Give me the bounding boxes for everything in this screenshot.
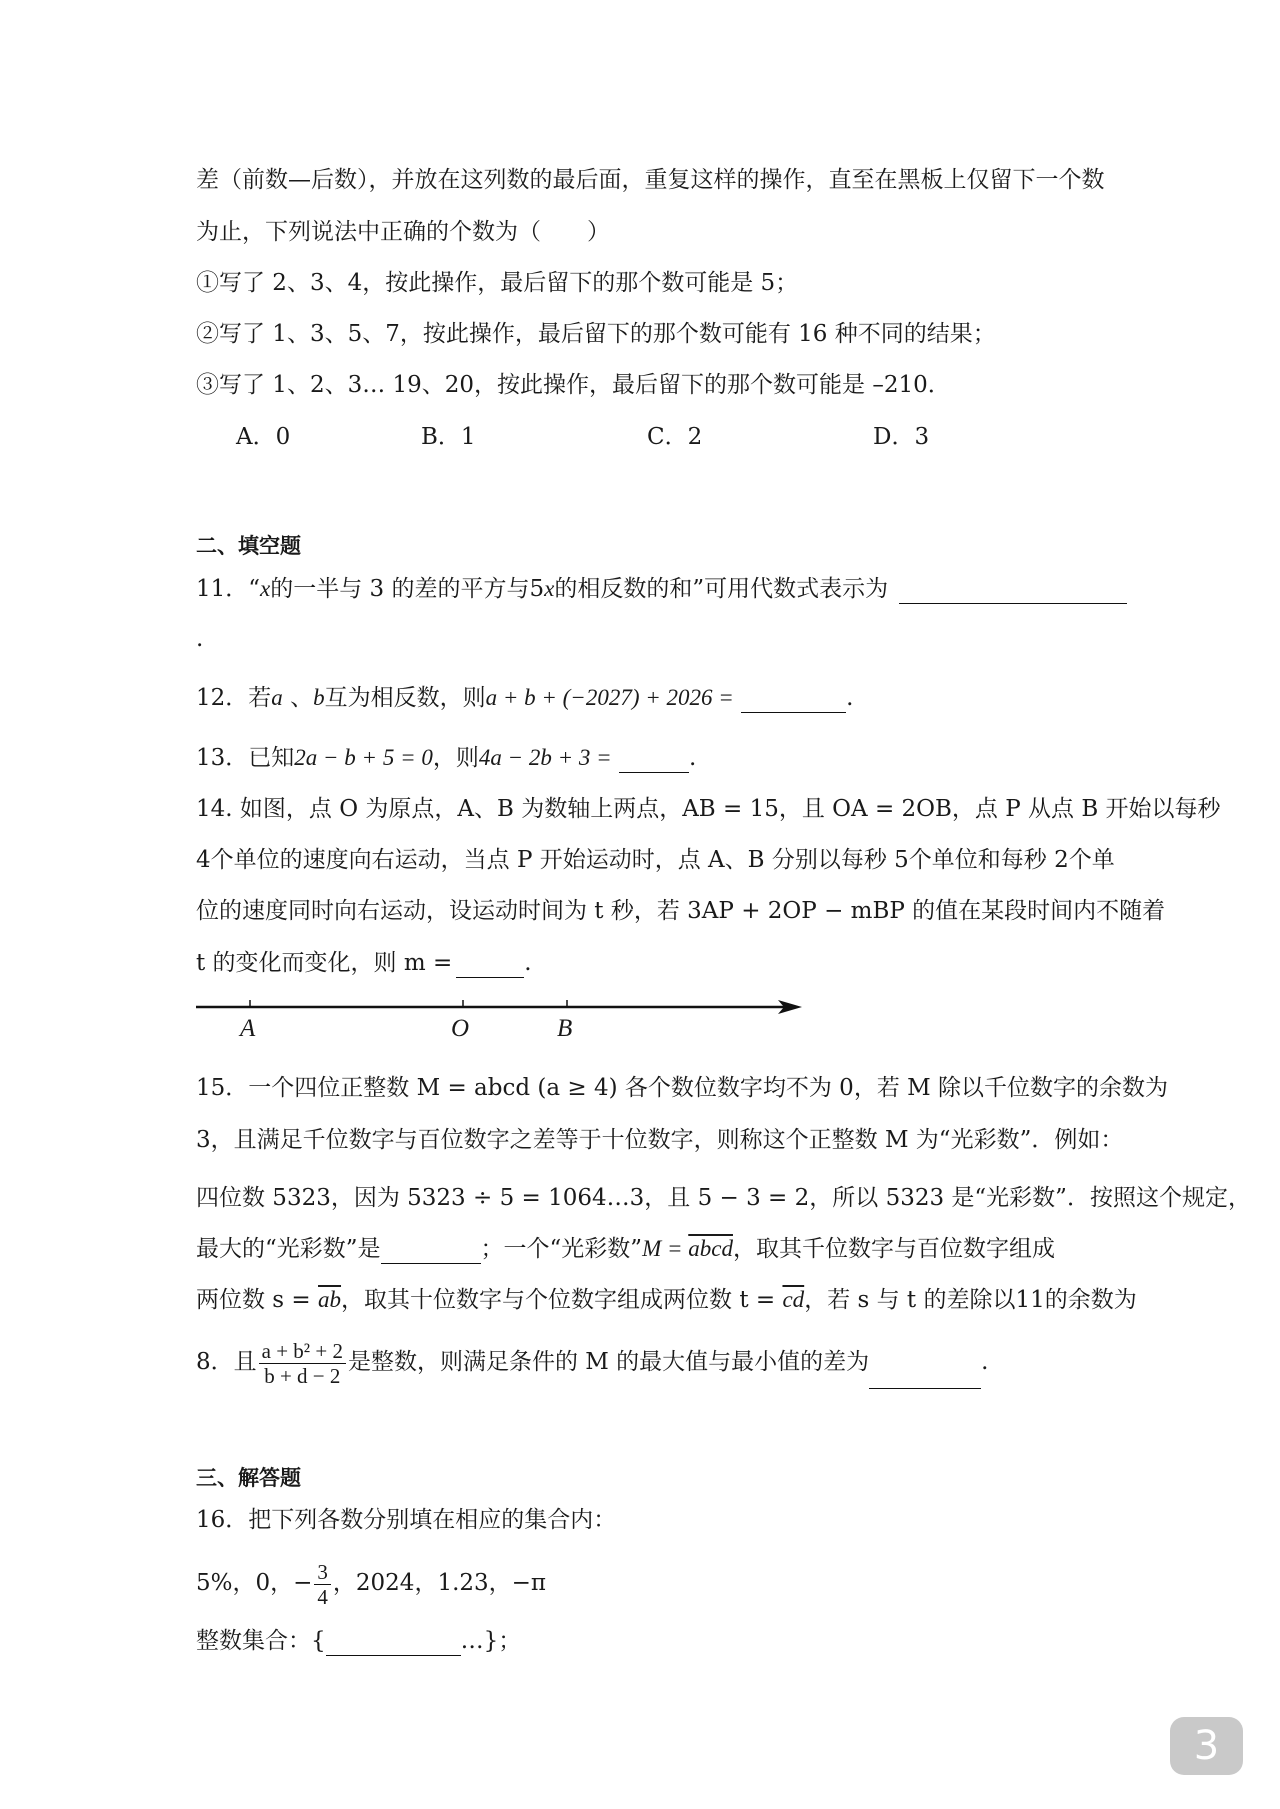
text-line: 4个单位的速度向右运动，当点 P 开始运动时，点 A、B 分别以每秒 5个单位和每秒 2个单 [196,847,1115,873]
text-line: 为止，下列说法中正确的个数为（ ） [196,219,610,245]
text-line: 最大的“光彩数”是 ；一个“光彩数”M = abcd，取其千位数字与百位数字组成 [196,1236,1055,1262]
number-list: 5%，0，− $\frac{3}{4}$ ，2024，1.23，−π [196,1559,547,1609]
text-line: t 的变化而变化，则 m = . [196,950,532,976]
option-a: A．0 [236,424,291,450]
text-line: 14. 如图，点 O 为原点，A、B 为数轴上两点，AB = 15，且 OA = 2OB，点 P 从点 B 开始以每秒 [196,796,1221,822]
option-b: B．1 [421,424,476,450]
answer-blank [381,1241,481,1264]
answer-blank[interactable] [326,1633,461,1656]
text-line: 8．且 $\frac{\text{a + b² + 2}}{b + d - 2}$ 是整数，则满足条件的 M 的最大值与最小值的差为 . [196,1338,989,1388]
section-heading-fill-blank: 二、填空题 [196,534,301,558]
integer-set-line: 整数集合：{ …}； [196,1628,522,1654]
label-b: B [557,1015,573,1042]
option-d: D．3 [873,424,930,450]
text-line: 位的速度同时向右运动，设运动时间为 t 秒，若 3AP + 2OP − mBP 的值在某段时间内不随着 [196,898,1166,924]
answer-blank [899,581,1127,604]
label-a: A [240,1015,256,1042]
question-11: 11．“x的一半与 3 的差的平方与5x的相反数的和”可用代数式表示为 [196,574,1127,604]
answer-blank [619,750,689,773]
period: . [196,626,204,652]
text-line: 差（前数—后数），并放在这列数的最后面，重复这样的操作，直至在黑板上仅留下一个数 [196,167,1105,193]
question-13: 13．已知2a − b + 5 = 0，则4a − 2b + 3 = . [196,745,697,771]
statement-3: ③写了 1、2、3… 19、20，按此操作，最后留下的那个数可能是 –210． [196,372,951,398]
answer-blank [869,1354,981,1389]
answer-blank [741,690,846,713]
fraction: $\frac{\text{a + b² + 2}}{b + d - 2}$ [259,1339,346,1388]
question-12: 12．若a 、b互为相反数，则a + b + (−2027) + 2026 = . [196,685,854,711]
text-line: 3，且满足千位数字与百位数字之差等于十位数字，则称这个正整数 M 为“光彩数”．例如： [196,1127,1124,1153]
answer-blank [456,955,524,978]
number-line-diagram [190,990,830,1050]
text-line: 四位数 5323，因为 5323 ÷ 5 = 1064…3，且 5 − 3 = 2，所以 5323 是“光彩数”．按照这个规定， [196,1185,1251,1211]
section-heading-answer: 三、解答题 [196,1466,301,1490]
statement-1: ①写了 2、3、4，按此操作，最后留下的那个数可能是 5； [196,270,799,296]
text-line: 两位数 $s = \overline{ab}$，取其十位数字与个位数字组成两位数 $t = \overline{cd}$，若 s 与 t 的差除以11的余数为 [196,1287,1137,1313]
statement-2: ②写了 1、3、5、7，按此操作，最后留下的那个数可能有 16 种不同的结果； [196,321,996,347]
text-line: 15．一个四位正整数 M = abcd (a ≥ 4) 各个数位数字均不为 0，若 M 除以千位数字的余数为 [196,1075,1168,1101]
page-number-badge: 3 [1170,1717,1243,1775]
label-o: O [451,1015,470,1042]
fraction: $\frac{3}{4}$ [314,1560,331,1609]
text-line: 16．把下列各数分别填在相应的集合内： [196,1507,617,1533]
option-c: C．2 [647,424,703,450]
